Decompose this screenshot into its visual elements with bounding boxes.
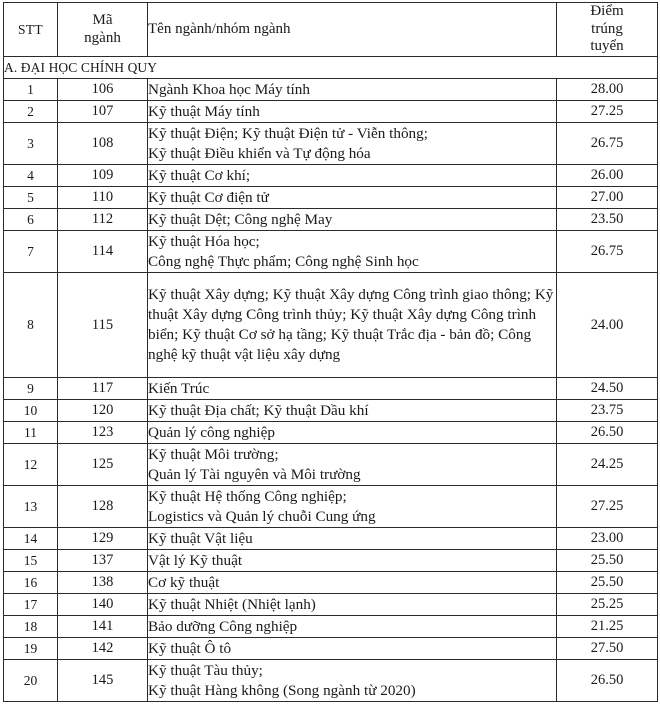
column-header-ma-nganh-line2: ngành xyxy=(84,29,121,46)
table-row xyxy=(4,400,658,422)
cell-ma-nganh: 123 xyxy=(58,422,148,444)
cell-ma-nganh: 110 xyxy=(58,187,148,209)
cell-ten-nganh xyxy=(148,594,557,616)
cell-diem-trung-tuyen: 26.75 xyxy=(557,123,658,165)
column-header-stt: STT xyxy=(4,3,58,57)
column-header-ten-nganh: Tên ngành/nhóm ngành xyxy=(148,3,557,57)
cell-ten-nganh-line: Kỹ thuật Dệt; Công nghệ May xyxy=(148,210,333,228)
cell-ten-nganh xyxy=(148,422,557,444)
cell-ten-nganh-line: Kỹ thuật Điều khiển và Tự động hóa xyxy=(148,144,371,162)
cell-ma-nganh: 141 xyxy=(58,616,148,638)
cell-ten-nganh xyxy=(148,660,557,702)
cell-ten-nganh-line: Quản lý công nghiệp xyxy=(148,423,275,441)
cell-ma-nganh: 137 xyxy=(58,550,148,572)
table-row xyxy=(4,165,658,187)
cell-ten-nganh-line: Quản lý Tài nguyên và Môi trường xyxy=(148,465,361,483)
cell-ten-nganh xyxy=(148,378,557,400)
cell-ten-nganh-line: Kỹ thuật Cơ điện tử xyxy=(148,188,269,206)
cell-ma-nganh: 115 xyxy=(58,273,148,378)
cell-ma-nganh: 128 xyxy=(58,486,148,528)
table-row xyxy=(4,79,658,101)
cell-ten-nganh xyxy=(148,123,557,165)
column-header-ma-nganh-line1: Mã xyxy=(92,11,113,28)
cell-ten-nganh xyxy=(148,101,557,123)
cell-ten-nganh xyxy=(148,486,557,528)
cell-ma-nganh: 117 xyxy=(58,378,148,400)
cell-stt: 15 xyxy=(4,550,58,572)
cell-ten-nganh-line: Logistics và Quản lý chuỗi Cung ứng xyxy=(148,507,376,525)
table-row xyxy=(4,572,658,594)
table-header xyxy=(4,3,658,57)
cell-diem-trung-tuyen: 26.75 xyxy=(557,231,658,273)
cell-ten-nganh-line: Kỹ thuật Môi trường; xyxy=(148,445,279,463)
table-row xyxy=(4,187,658,209)
column-header-ma-nganh xyxy=(58,3,148,57)
cell-ten-nganh-line: Vật lý Kỹ thuật xyxy=(148,551,243,569)
cell-diem-trung-tuyen: 25.50 xyxy=(557,550,658,572)
cell-diem-trung-tuyen: 24.25 xyxy=(557,444,658,486)
cell-stt: 11 xyxy=(4,422,58,444)
cell-ma-nganh: 140 xyxy=(58,594,148,616)
cell-stt: 10 xyxy=(4,400,58,422)
column-header-diem-line3: tuyển xyxy=(590,38,624,55)
cell-diem-trung-tuyen: 27.25 xyxy=(557,101,658,123)
cell-diem-trung-tuyen: 24.50 xyxy=(557,378,658,400)
section-header-row xyxy=(4,57,658,79)
cell-stt: 12 xyxy=(4,444,58,486)
cell-diem-trung-tuyen: 23.75 xyxy=(557,400,658,422)
cell-ten-nganh-line: Cơ kỹ thuật xyxy=(148,573,220,591)
cell-stt: 13 xyxy=(4,486,58,528)
header-row xyxy=(4,3,658,57)
cell-stt: 1 xyxy=(4,79,58,101)
table-row xyxy=(4,550,658,572)
cell-stt: 6 xyxy=(4,209,58,231)
table-row xyxy=(4,638,658,660)
cell-diem-trung-tuyen: 26.00 xyxy=(557,165,658,187)
cell-diem-trung-tuyen: 28.00 xyxy=(557,79,658,101)
cell-ten-nganh xyxy=(148,209,557,231)
table-body xyxy=(4,57,658,702)
cell-ten-nganh-line: Bảo dưỡng Công nghiệp xyxy=(148,617,298,635)
table-row xyxy=(4,209,658,231)
table-row xyxy=(4,616,658,638)
cell-diem-trung-tuyen: 25.50 xyxy=(557,572,658,594)
table-row xyxy=(4,231,658,273)
cell-ten-nganh xyxy=(148,187,557,209)
cell-ten-nganh xyxy=(148,273,557,378)
cell-stt: 18 xyxy=(4,616,58,638)
cell-ten-nganh-line: Kỹ thuật Cơ khí; xyxy=(148,166,251,184)
cell-ten-nganh-line: Kỹ thuật Nhiệt (Nhiệt lạnh) xyxy=(148,595,316,613)
cell-ten-nganh xyxy=(148,638,557,660)
cell-ma-nganh: 129 xyxy=(58,528,148,550)
cell-stt: 7 xyxy=(4,231,58,273)
cell-diem-trung-tuyen: 26.50 xyxy=(557,660,658,702)
column-header-diem-line1: Điểm xyxy=(590,3,624,19)
cell-ten-nganh-line: Kỹ thuật Vật liệu xyxy=(148,529,253,547)
table-row xyxy=(4,486,658,528)
cell-stt: 14 xyxy=(4,528,58,550)
cell-ten-nganh-line: Kỹ thuật Máy tính xyxy=(148,102,260,120)
cell-diem-trung-tuyen: 24.00 xyxy=(557,273,658,378)
cell-ten-nganh xyxy=(148,231,557,273)
column-header-diem-line2: trúng xyxy=(591,20,623,37)
table-row xyxy=(4,422,658,444)
table-row xyxy=(4,101,658,123)
cell-ten-nganh xyxy=(148,616,557,638)
cell-stt: 20 xyxy=(4,660,58,702)
cell-stt: 19 xyxy=(4,638,58,660)
cell-ten-nganh-line: Kỹ thuật Hóa học; xyxy=(148,232,260,250)
table-row xyxy=(4,594,658,616)
cell-ma-nganh: 142 xyxy=(58,638,148,660)
cell-stt: 4 xyxy=(4,165,58,187)
cell-stt: 3 xyxy=(4,123,58,165)
cell-stt: 9 xyxy=(4,378,58,400)
table-row xyxy=(4,378,658,400)
table-row xyxy=(4,444,658,486)
cell-stt: 8 xyxy=(4,273,58,378)
cell-diem-trung-tuyen: 21.25 xyxy=(557,616,658,638)
cell-ten-nganh-line: Kỹ thuật Địa chất; Kỹ thuật Dầu khí xyxy=(148,401,369,419)
table-row xyxy=(4,273,658,378)
cell-stt: 17 xyxy=(4,594,58,616)
cell-ten-nganh xyxy=(148,400,557,422)
table-row xyxy=(4,528,658,550)
cell-diem-trung-tuyen: 27.00 xyxy=(557,187,658,209)
cell-diem-trung-tuyen: 23.00 xyxy=(557,528,658,550)
section-title: A. ĐẠI HỌC CHÍNH QUY xyxy=(4,57,658,79)
cell-ma-nganh: 108 xyxy=(58,123,148,165)
cell-ma-nganh: 138 xyxy=(58,572,148,594)
cell-stt: 5 xyxy=(4,187,58,209)
cell-ma-nganh: 106 xyxy=(58,79,148,101)
cell-ma-nganh: 112 xyxy=(58,209,148,231)
cell-diem-trung-tuyen: 25.25 xyxy=(557,594,658,616)
cell-ten-nganh-line: Công nghệ Thực phẩm; Công nghệ Sinh học xyxy=(148,252,419,270)
cell-ten-nganh xyxy=(148,550,557,572)
cell-diem-trung-tuyen: 27.25 xyxy=(557,486,658,528)
table-row xyxy=(4,660,658,702)
cell-ma-nganh: 145 xyxy=(58,660,148,702)
cell-diem-trung-tuyen: 27.50 xyxy=(557,638,658,660)
cell-ten-nganh xyxy=(148,444,557,486)
admission-score-table xyxy=(3,2,658,702)
cell-ten-nganh-line: Ngành Khoa học Máy tính xyxy=(148,80,310,98)
cell-stt: 16 xyxy=(4,572,58,594)
cell-ma-nganh: 107 xyxy=(58,101,148,123)
cell-ten-nganh-line: Kiến Trúc xyxy=(148,379,210,397)
cell-ten-nganh xyxy=(148,572,557,594)
cell-diem-trung-tuyen: 26.50 xyxy=(557,422,658,444)
cell-ten-nganh-line: Kỹ thuật Ô tô xyxy=(148,639,232,657)
table-row xyxy=(4,123,658,165)
cell-ma-nganh: 125 xyxy=(58,444,148,486)
cell-ten-nganh-line: Kỹ thuật Hàng không (Song ngành từ 2020) xyxy=(148,681,416,699)
column-header-diem-trung-tuyen xyxy=(557,3,658,57)
cell-ten-nganh-line: Kỹ thuật Điện; Kỹ thuật Điện tử - Viễn thông; xyxy=(148,124,428,142)
cell-ma-nganh: 120 xyxy=(58,400,148,422)
cell-ten-nganh-line: Kỹ thuật Tàu thủy; xyxy=(148,661,263,679)
cell-ma-nganh: 109 xyxy=(58,165,148,187)
cell-diem-trung-tuyen: 23.50 xyxy=(557,209,658,231)
cell-stt: 2 xyxy=(4,101,58,123)
cell-ten-nganh xyxy=(148,165,557,187)
cell-ten-nganh-line: Kỹ thuật Xây dựng; Kỹ thuật Xây dựng Công trình giao thông; Kỹ thuật Xây dựng Công trình thủy; Kỹ thuật Xây dựng Công trình biển; Kỹ thuật Cơ sở hạ tầng; Kỹ thuật Trắc địa - bản đồ; Công nghệ kỹ thuật vật liệu xây dựng xyxy=(148,285,554,364)
cell-ma-nganh: 114 xyxy=(58,231,148,273)
cell-ten-nganh xyxy=(148,528,557,550)
cell-ten-nganh-line: Kỹ thuật Hệ thống Công nghiệp; xyxy=(148,487,347,505)
cell-ten-nganh xyxy=(148,79,557,101)
